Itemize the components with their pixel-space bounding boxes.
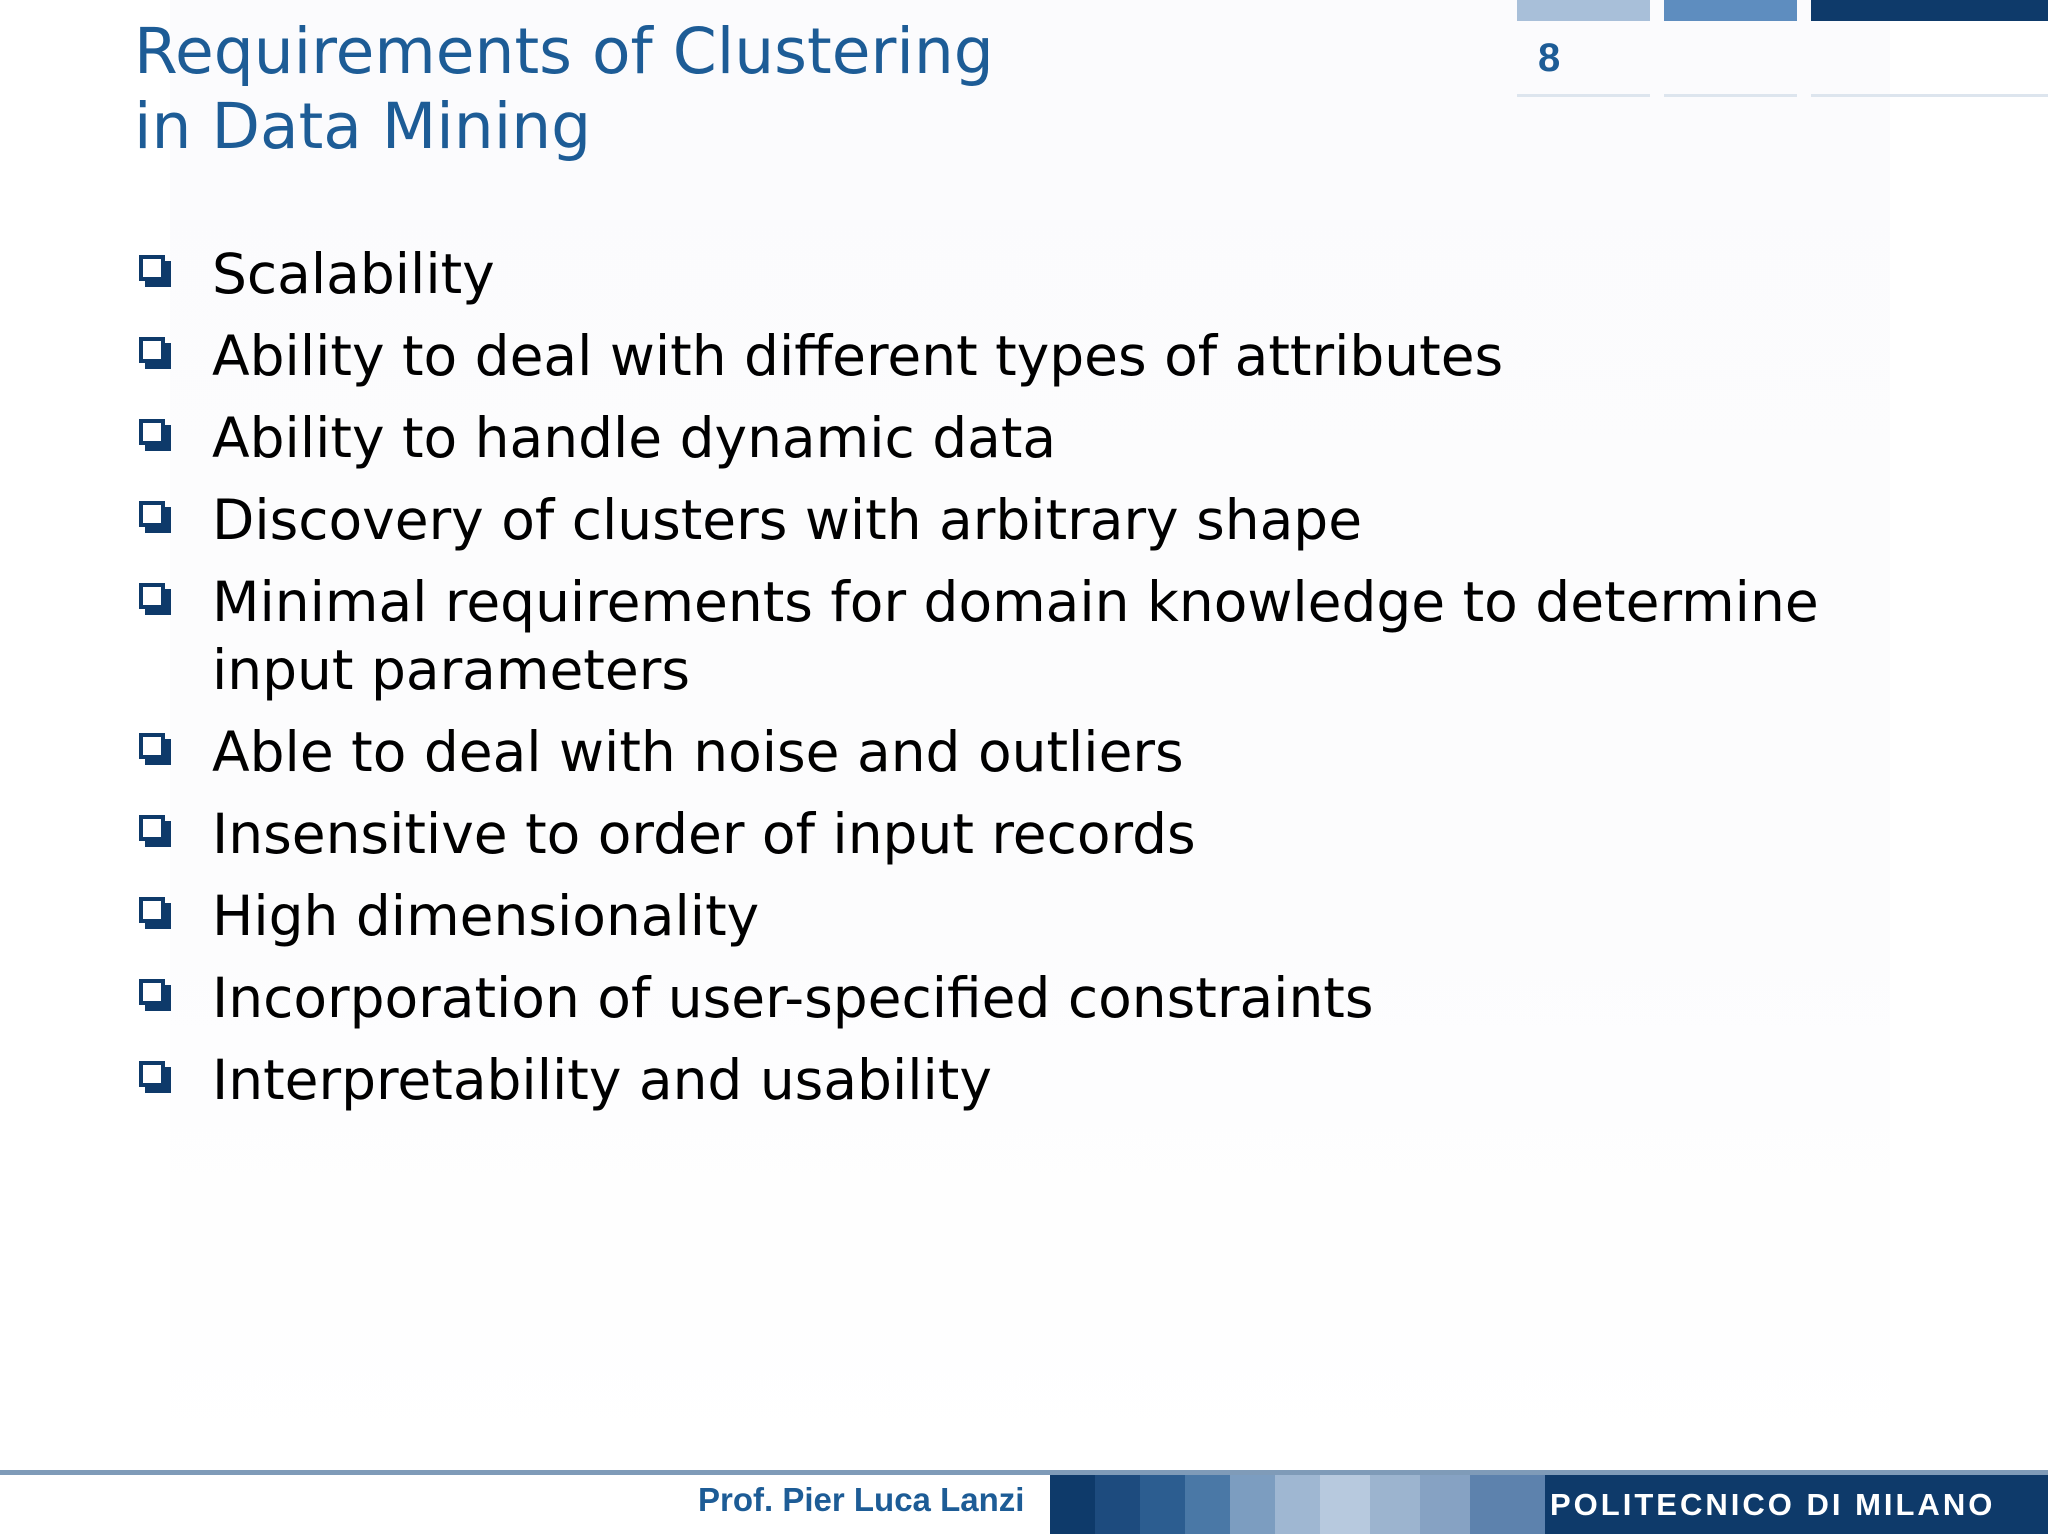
page-number: 8 xyxy=(1538,36,1561,80)
bullet-item xyxy=(134,322,1954,390)
footer-band-segment xyxy=(1470,1475,1545,1534)
square-checkbox-bullet-icon xyxy=(139,1061,171,1093)
bullet-text: Minimal requirements for domain knowledge to determine input parameters xyxy=(212,570,1819,702)
footer-band-segment xyxy=(1420,1475,1470,1534)
header-deco-rule xyxy=(1664,94,1797,97)
header-decoration xyxy=(1517,0,2048,100)
footer-band-segment xyxy=(1095,1475,1140,1534)
bullet-text: Ability to deal with different types of attributes xyxy=(212,324,1504,388)
bullet-item xyxy=(134,240,1954,308)
bullet-text: Scalability xyxy=(212,242,495,306)
square-checkbox-bullet-icon xyxy=(139,337,171,369)
square-checkbox-bullet-icon xyxy=(139,979,171,1011)
bullet-text: Incorporation of user-specified constraints xyxy=(212,966,1374,1030)
footer-band-segment xyxy=(1185,1475,1230,1534)
square-checkbox-bullet-icon xyxy=(139,501,171,533)
bullet-text: High dimensionality xyxy=(212,884,760,948)
square-checkbox-bullet-icon xyxy=(139,733,171,765)
footer-author: Prof. Pier Luca Lanzi xyxy=(698,1481,1025,1518)
square-checkbox-bullet-icon xyxy=(139,255,171,287)
slide-title-line-2: in Data Mining xyxy=(134,90,592,163)
footer-band-segment xyxy=(1230,1475,1275,1534)
footer-band-segment xyxy=(1275,1475,1320,1534)
bullet-item xyxy=(134,800,1954,868)
bullet-item xyxy=(134,1046,1954,1114)
square-checkbox-bullet-icon xyxy=(139,419,171,451)
footer-band-segment xyxy=(1050,1475,1095,1534)
bullet-text: Discovery of clusters with arbitrary shape xyxy=(212,488,1363,552)
header-deco-block-dark xyxy=(1811,0,2048,21)
bullet-text: Able to deal with noise and outliers xyxy=(212,720,1184,784)
footer-band-segment xyxy=(1140,1475,1185,1534)
bullet-item xyxy=(134,568,1962,704)
footer-band-segment xyxy=(1370,1475,1420,1534)
header-deco-rule xyxy=(1811,94,2048,97)
bullet-item xyxy=(134,486,1954,554)
square-checkbox-bullet-icon xyxy=(139,815,171,847)
header-deco-block-medium xyxy=(1664,0,1797,21)
bullet-item xyxy=(134,718,1954,786)
footer-institution: POLITECNICO DI MILANO xyxy=(1550,1487,1996,1522)
bullet-text: Interpretability and usability xyxy=(212,1048,992,1112)
bullet-item xyxy=(134,404,1954,472)
bullet-item xyxy=(134,882,1954,950)
bullet-list xyxy=(134,240,1954,1128)
bullet-text: Ability to handle dynamic data xyxy=(212,406,1057,470)
square-checkbox-bullet-icon xyxy=(139,897,171,929)
footer-band-segment xyxy=(1320,1475,1370,1534)
header-deco-rule xyxy=(1517,94,1650,97)
slide-title-line-1: Requirements of Clustering xyxy=(134,15,994,88)
square-checkbox-bullet-icon xyxy=(139,583,171,615)
header-deco-block-light xyxy=(1517,0,1650,21)
slide-title xyxy=(134,14,1434,164)
bullet-item xyxy=(134,964,1954,1032)
bullet-text: Insensitive to order of input records xyxy=(212,802,1196,866)
